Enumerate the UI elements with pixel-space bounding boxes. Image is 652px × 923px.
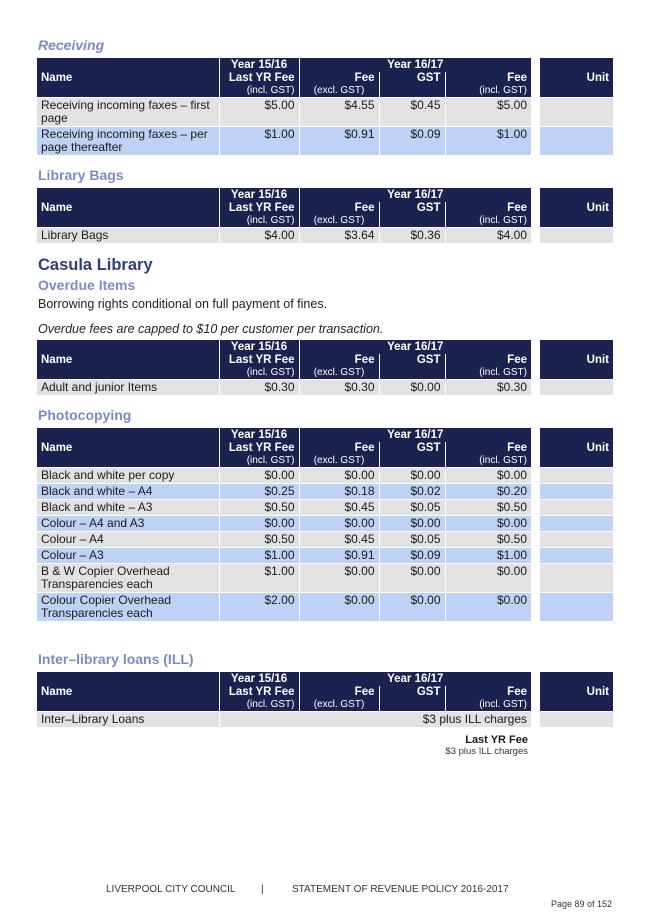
row-fee-incl: $0.50 (445, 500, 531, 516)
col-header-last-yr-fee: Last YR Fee (219, 686, 299, 698)
row-last-yr-fee: $2.00 (219, 593, 299, 622)
table-row (37, 532, 613, 548)
col-header-incl-gst-2: (incl. GST) (445, 214, 531, 228)
row-fee-excl: $0.00 (299, 516, 379, 532)
row-name: Receiving incoming faxes – per page thereafter (37, 127, 219, 156)
row-gst: $0.45 (379, 98, 445, 127)
row-name: Adult and junior Items (37, 380, 219, 396)
table-header (37, 58, 613, 98)
col-header-last-yr-fee: Last YR Fee (219, 442, 299, 454)
col-header-year-prev: Year 15/16 (219, 428, 299, 442)
col-header-gst: GST (379, 354, 445, 366)
row-last-yr-fee: $1.00 (219, 548, 299, 564)
col-header-incl-gst-2: (incl. GST) (445, 366, 531, 380)
col-header-incl-gst-2: (incl. GST) (445, 84, 531, 98)
section-heading-photocopying: Photocopying (38, 407, 132, 423)
col-header-year-curr: Year 16/17 (299, 340, 531, 354)
photocopying-table (37, 428, 613, 621)
row-gst: $0.02 (379, 484, 445, 500)
col-header-name: Name (37, 672, 219, 712)
row-fee-excl: $0.18 (299, 484, 379, 500)
row-last-yr-fee: $0.25 (219, 484, 299, 500)
table-header (37, 340, 613, 380)
row-unit (539, 564, 613, 593)
footer-document-title: STATEMENT OF REVENUE POLICY 2016-2017 (292, 884, 509, 895)
col-header-name: Name (37, 428, 219, 468)
col-header-unit: Unit (539, 672, 613, 712)
col-header-incl-gst: (incl. GST) (219, 366, 299, 380)
col-header-unit: Unit (539, 188, 613, 228)
section-heading-receiving: Receiving (38, 37, 105, 53)
col-header-year-curr: Year 16/17 (299, 672, 531, 686)
table-row (37, 468, 613, 484)
row-fee-incl: $0.00 (445, 516, 531, 532)
table-row (37, 127, 613, 156)
col-header-year-curr: Year 16/17 (299, 188, 531, 202)
col-header-year-prev: Year 15/16 (219, 672, 299, 686)
col-header-excl-gst: (excl. GST) (299, 84, 379, 98)
overdue-cap-note: Overdue fees are capped to $10 per customer per transaction. (38, 322, 384, 336)
col-header-year-prev: Year 15/16 (219, 58, 299, 72)
col-header-fee: Fee (299, 72, 379, 84)
table-header (37, 672, 613, 712)
table-header (37, 428, 613, 468)
row-fee-excl: $0.45 (299, 500, 379, 516)
table-row (37, 593, 613, 622)
row-name: B & W Copier Overhead Transparencies each (37, 564, 219, 593)
col-header-name: Name (37, 58, 219, 98)
row-unit (539, 532, 613, 548)
row-name: Library Bags (37, 228, 219, 244)
row-fee-incl: $5.00 (445, 98, 531, 127)
row-unit (539, 516, 613, 532)
ill-last-yr-value: $3 plus ILL charges (445, 746, 528, 757)
col-header-incl-gst: (incl. GST) (219, 698, 299, 712)
row-last-yr-fee: $0.50 (219, 500, 299, 516)
col-header-incl-gst: (incl. GST) (219, 84, 299, 98)
table-row (37, 484, 613, 500)
row-name: Black and white per copy (37, 468, 219, 484)
row-unit (539, 548, 613, 564)
page-number: Page 89 of 152 (550, 899, 612, 909)
row-fee-incl: $0.00 (445, 564, 531, 593)
row-gst: $0.00 (379, 380, 445, 396)
row-fee-excl: $0.00 (299, 468, 379, 484)
col-header-last-yr-fee: Last YR Fee (219, 354, 299, 366)
col-header-excl-gst: (excl. GST) (299, 214, 379, 228)
col-header-name: Name (37, 340, 219, 380)
row-unit (539, 593, 613, 622)
row-name: Colour – A3 (37, 548, 219, 564)
row-fee-excl: $0.45 (299, 532, 379, 548)
col-header-fee-incl: Fee (445, 442, 531, 454)
row-fee-incl: $4.00 (445, 228, 531, 244)
col-header-excl-gst: (excl. GST) (299, 454, 379, 468)
col-header-year-curr: Year 16/17 (299, 428, 531, 442)
ill-last-yr-label: Last YR Fee (465, 734, 528, 746)
footer-separator: | (261, 884, 264, 895)
row-name: Black and white – A4 (37, 484, 219, 500)
section-heading-casula-library: Casula Library (38, 256, 153, 274)
row-name: Black and white – A3 (37, 500, 219, 516)
col-header-gst: GST (379, 202, 445, 214)
row-name: Colour – A4 and A3 (37, 516, 219, 532)
table-row (37, 548, 613, 564)
row-gst: $0.09 (379, 548, 445, 564)
col-header-excl-gst: (excl. GST) (299, 366, 379, 380)
row-last-yr-fee: $1.00 (219, 564, 299, 593)
row-gst: $0.00 (379, 468, 445, 484)
row-last-yr-fee: $1.00 (219, 127, 299, 156)
row-unit (539, 98, 613, 127)
row-unit (539, 500, 613, 516)
section-heading-overdue-items: Overdue Items (38, 277, 136, 293)
row-name: Receiving incoming faxes – first page (37, 98, 219, 127)
table-body (37, 380, 613, 396)
col-header-gst: GST (379, 72, 445, 84)
row-unit (539, 468, 613, 484)
row-fee-incl: $1.00 (445, 548, 531, 564)
table-body (37, 228, 613, 244)
col-header-incl-gst-2: (incl. GST) (445, 454, 531, 468)
table-row (37, 516, 613, 532)
row-unit (539, 380, 613, 396)
col-header-fee: Fee (299, 442, 379, 454)
col-header-unit: Unit (539, 58, 613, 98)
row-fee-incl: $1.00 (445, 127, 531, 156)
col-header-excl-gst: (excl. GST) (299, 698, 379, 712)
library-bags-table (37, 188, 613, 243)
col-header-gst: GST (379, 442, 445, 454)
row-fee-excl: $0.91 (299, 548, 379, 564)
col-header-last-yr-fee: Last YR Fee (219, 72, 299, 84)
col-header-gst: GST (379, 686, 445, 698)
receiving-table (37, 58, 613, 155)
footer-council: LIVERPOOL CITY COUNCIL (106, 884, 236, 895)
row-value: $3 plus ILL charges (219, 712, 531, 728)
row-fee-excl: $0.00 (299, 564, 379, 593)
col-header-incl-gst: (incl. GST) (219, 214, 299, 228)
col-header-fee-incl: Fee (445, 72, 531, 84)
row-gst: $0.00 (379, 564, 445, 593)
row-name: Colour Copier Overhead Transparencies each (37, 593, 219, 622)
table-body (37, 712, 613, 728)
row-fee-excl: $0.91 (299, 127, 379, 156)
table-body (37, 468, 613, 622)
row-fee-excl: $0.00 (299, 593, 379, 622)
row-gst: $0.05 (379, 532, 445, 548)
row-last-yr-fee: $0.50 (219, 532, 299, 548)
row-gst: $0.09 (379, 127, 445, 156)
col-header-incl-gst-2: (incl. GST) (445, 698, 531, 712)
table-body (37, 98, 613, 156)
col-header-fee: Fee (299, 202, 379, 214)
col-header-last-yr-fee: Last YR Fee (219, 202, 299, 214)
row-unit (539, 228, 613, 244)
row-last-yr-fee: $0.00 (219, 516, 299, 532)
row-last-yr-fee: $4.00 (219, 228, 299, 244)
col-header-fee: Fee (299, 686, 379, 698)
row-unit (539, 712, 613, 728)
row-gst: $0.00 (379, 593, 445, 622)
table-row (37, 564, 613, 593)
col-header-year-curr: Year 16/17 (299, 58, 531, 72)
row-fee-incl: $0.30 (445, 380, 531, 396)
row-fee-incl: $0.00 (445, 593, 531, 622)
row-name: Inter–Library Loans (37, 712, 219, 728)
row-fee-incl: $0.20 (445, 484, 531, 500)
col-header-unit: Unit (539, 340, 613, 380)
section-heading-library-bags: Library Bags (38, 167, 124, 183)
col-header-fee-incl: Fee (445, 686, 531, 698)
ill-table (37, 672, 613, 727)
col-header-name: Name (37, 188, 219, 228)
col-header-unit: Unit (539, 428, 613, 468)
row-name: Colour – A4 (37, 532, 219, 548)
table-row (37, 500, 613, 516)
row-unit (539, 127, 613, 156)
col-header-year-prev: Year 15/16 (219, 188, 299, 202)
row-unit (539, 484, 613, 500)
col-header-incl-gst: (incl. GST) (219, 454, 299, 468)
col-header-fee-incl: Fee (445, 202, 531, 214)
row-fee-excl: $0.30 (299, 380, 379, 396)
col-header-fee: Fee (299, 354, 379, 366)
table-row (37, 380, 613, 396)
table-header (37, 188, 613, 228)
section-heading-inter-library-loans: Inter–library loans (ILL) (38, 651, 194, 667)
table-row (37, 98, 613, 127)
row-fee-incl: $0.50 (445, 532, 531, 548)
row-fee-excl: $3.64 (299, 228, 379, 244)
row-gst: $0.36 (379, 228, 445, 244)
row-gst: $0.00 (379, 516, 445, 532)
row-last-yr-fee: $5.00 (219, 98, 299, 127)
overdue-note: Borrowing rights conditional on full payment of fines. (38, 297, 328, 311)
col-header-fee-incl: Fee (445, 354, 531, 366)
row-fee-incl: $0.00 (445, 468, 531, 484)
overdue-table (37, 340, 613, 395)
table-row (37, 228, 613, 244)
row-last-yr-fee: $0.00 (219, 468, 299, 484)
col-header-year-prev: Year 15/16 (219, 340, 299, 354)
row-gst: $0.05 (379, 500, 445, 516)
row-fee-excl: $4.55 (299, 98, 379, 127)
row-last-yr-fee: $0.30 (219, 380, 299, 396)
table-row (37, 712, 613, 728)
